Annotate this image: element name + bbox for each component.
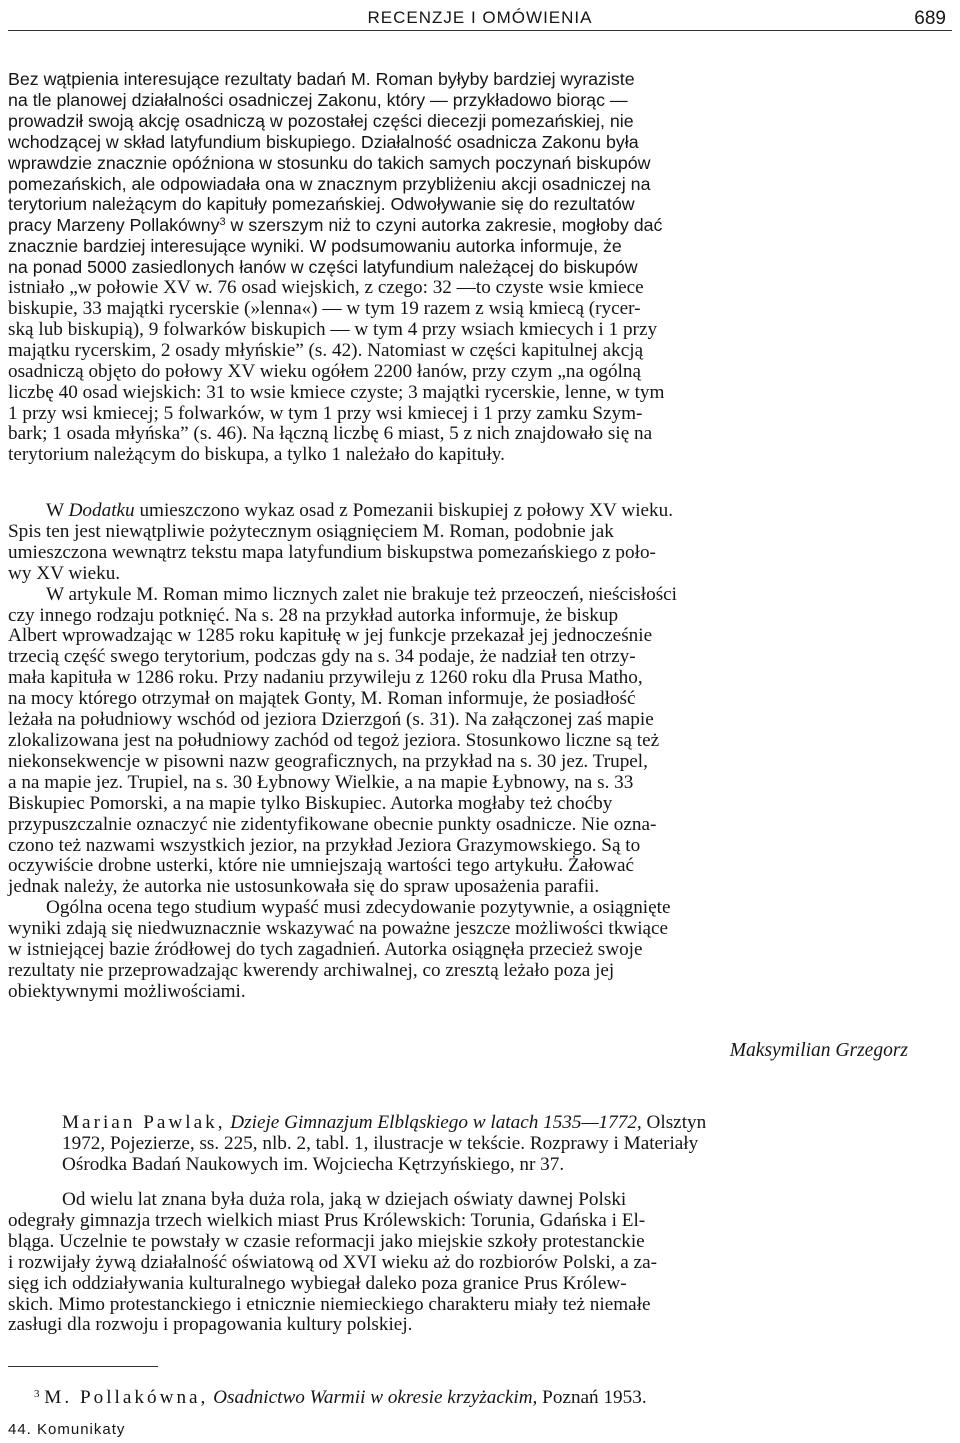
text-line: wy XV wieku.: [8, 562, 121, 584]
bib-line: Ośrodka Badań Naukowych im. Wojciecha Kętrzyńskiego, nr 37.: [62, 1153, 565, 1175]
bib-line: [62, 1113, 944, 1134]
text-line: leżała na południowy wschód od jeziora Dzierzgoń (s. 31). Na załączonej zaś mapie: [8, 709, 654, 731]
text-line: wyniki zdają się niedwuznacznie wskazywać na poważne jeszcze możliwości tkwiące: [8, 918, 669, 940]
text-line: bląga. Uczelnie te powstały w czasie reformacji jako miejskie szkoły protestanckie: [8, 1230, 645, 1252]
review1-paragraphs-2-4: [8, 501, 944, 1003]
text-line: Ogólna ocena tego studium wypaść musi zdecydowanie pozytywnie, a osiągnięte: [46, 897, 671, 919]
review-signature: Maksymilian Grzegorz: [729, 1040, 908, 1061]
bib-text: Olsztyn: [641, 1112, 707, 1133]
text-line: liczbę 40 osad wiejskich: 31 to wsie kmiece czyste; 3 majątki rycerskie, lenne, w tym: [8, 381, 665, 403]
text-line: na tle planowej działalności osadniczej Zakonu, który — przykładowo biorąc —: [8, 89, 628, 110]
header-rule: [8, 30, 952, 31]
text-line: biskupie, 33 majątki rycerskie (»lenna«) — w tym 19 razem z wsią kmiecą (rycer-: [8, 297, 641, 319]
text-line: zlokalizowana jest na południowy zachód od tegoż jeziora. Stosunkowo liczne są też: [8, 729, 660, 751]
footnote-author: M. Pollakówna,: [44, 1387, 209, 1408]
text-line: umieszczona wewnątrz tekstu mapa latyfundium biskupstwa pomezańskiego z poło-: [8, 541, 656, 563]
text-line: zasługi dla rozwoju i propagowania kultury polskiej.: [8, 1314, 413, 1336]
footnote-ref: 3: [219, 216, 226, 229]
text-line: znacznie bardziej interesujące wyniki. W podsumowaniu autorka informuje, że: [8, 236, 622, 257]
text-line: jednak należy, że autorka nie ustosunkowała się do spraw uposażenia parafii.: [8, 876, 600, 898]
text-line: osadniczą objęto do połowy XV wieku ogółem 2200 łanów, przy czym „na ogólną: [8, 360, 642, 382]
text-line: odegrały gimnazja trzech wielkich miast Prus Królewskich: Torunia, Gdańska i El-: [8, 1209, 646, 1231]
text-line: na mocy którego otrzymał on majątek Gonty, M. Roman informuje, że posiadłość: [8, 688, 636, 710]
text-line: i rozwijały żywą działalność oświatową od XVI wieku aż do rozbiorów Polski, a za-: [8, 1251, 657, 1273]
text-line: niekonsekwencje w pisowni nazw geograficznych, na przykład na s. 30 jez. Trupel,: [8, 750, 648, 772]
text-line: pomezańskich, ale odpowiadała ona w znacznym przybliżeniu akcji osadniczej na: [8, 173, 651, 194]
review1-paragraph-1: [8, 69, 944, 466]
text-line: terytorium należącym do biskupa, a tylko 1 należało do kapituły.: [8, 444, 505, 466]
footnote-number: 3: [34, 1388, 40, 1400]
page-header: [0, 4, 960, 28]
text-line: wchodzącej w skład latyfundium biskupiego. Działalność osadnicza Zakonu była: [8, 131, 639, 152]
text-line: oczywiście drobne usterki, które nie umniejszają wartości tego artykułu. Żałować: [8, 855, 635, 877]
footnote-title: Osadnictwo Warmii w okresie krzyżackim,: [213, 1387, 538, 1408]
printer-signature-mark: 44. Komunikaty: [8, 1421, 126, 1438]
text-line: istniało „w połowie XV w. 76 osad wiejskich, z czego: 32 —to czyste wsie kmiece: [8, 277, 644, 299]
text-span: W: [46, 500, 64, 521]
text-line: prowadził swoją akcję osadniczą w pozostałej części diecezji pomezańskiej, nie: [8, 110, 634, 131]
text-line: Albert wprowadzając w 1285 roku kapitułę w jej funkcje przekazał jej jednocześnie: [8, 625, 653, 647]
review2-paragraph-1: [8, 1190, 944, 1336]
text-line: [8, 215, 944, 236]
text-line: na ponad 5000 zasiedlonych łanów w części latyfundium należącej do biskupów: [8, 257, 638, 278]
text-line: rezultaty nie przeprowadzając kwerendy archiwalnej, co zresztą leżało poza jej: [8, 959, 615, 981]
text-line: czono też nazwami wszystkich jezior, na przykład Jeziora Grazymowskiego. Są to: [8, 834, 641, 856]
text-line: obiektywnymi możliwościami.: [8, 980, 246, 1002]
text-line: wprawdzie znacznie opóźniona w stosunku do takich samych poczynań biskupów: [8, 152, 651, 173]
bib-author: Marian Pawlak,: [62, 1112, 226, 1133]
text-line: a na mapie jez. Trupiel, na s. 30 Łybnowy Wielkie, a na mapie Łybnowy, na s. 33: [8, 771, 634, 793]
text-span: umieszczono wykaz osad z Pomezanii biskupiej z połowy XV wieku.: [139, 500, 674, 521]
text-line: Bez wątpienia interesujące rezultaty badań M. Roman byłyby bardziej wyraziste: [8, 69, 635, 89]
text-line: trzecią część swego terytorium, podczas gdy na s. 34 podaje, że nadział ten otrzy-: [8, 646, 636, 668]
footnote: [34, 1387, 647, 1409]
footnote-rule: [8, 1366, 158, 1367]
text-span: w szerszym niż to czyni autorka zakresie, mogłoby dać: [225, 215, 663, 236]
italic-term: Dodatku: [68, 500, 135, 521]
text-line: w istniejącej bazie źródłowej do tych zagadnień. Autorka osiągnęła przecież swoje: [8, 939, 643, 961]
text-line: przypuszczalnie oznaczyć nie zidentyfikowane obecnie punkty osadnicze. Nie ozna-: [8, 813, 657, 835]
footnote-text: Poznań 1953.: [537, 1387, 647, 1408]
text-line: sięg ich oddziaływania kulturalnego wybiegał daleko poza granice Prus Królew-: [8, 1272, 627, 1294]
page-number: 689: [914, 8, 946, 29]
text-line: mała kapituła w 1286 roku. Przy nadaniu przywileju z 1260 roku dla Prusa Matho,: [8, 667, 643, 689]
text-line: ską lub biskupią), 9 folwarków biskupich — w tym 4 przy wsiach kmiecych i 1 przy: [8, 318, 658, 340]
text-line: W artykule M. Roman mimo licznych zalet nie brakuje też przeoczeń, nieścisłości: [46, 583, 678, 605]
bib-title: Dzieje Gimnazjum Elbląskiego w latach 1535—1772,: [230, 1112, 642, 1133]
text-line: [8, 501, 944, 522]
text-line: czy innego rodzaju potknięć. Na s. 28 na przykład autorka informuje, że biskup: [8, 604, 619, 626]
text-span: pracy Marzeny Pollakówny: [8, 215, 220, 236]
text-line: skich. Mimo protestanckiego i etnicznie niemieckiego charakteru miały też niemałe: [8, 1293, 651, 1315]
text-line: majątku rycerskim, 2 osady młyńskie” (s. 42). Natomiast w części kapitulnej akcją: [8, 339, 644, 361]
text-line: Spis ten jest niewątpliwie pożytecznym osiągnięciem M. Roman, podobnie jak: [8, 520, 614, 542]
bib-line: 1972, Pojezierze, ss. 225, nlb. 2, tabl. 1, ilustracje w tekście. Rozprawy i Materiały: [62, 1132, 699, 1154]
bibliographic-entry: [62, 1113, 944, 1175]
text-line: terytorium należącym do kapituły pomezańskiej. Odwoływanie się do rezultatów: [8, 194, 635, 215]
text-line: Biskupiec Pomorski, a na mapie tylko Biskupiec. Autorka mogłaby też choćby: [8, 792, 613, 814]
running-head: RECENZJE I OMÓWIENIA: [367, 8, 593, 27]
text-line: Od wielu lat znana była duża rola, jaką w dziejach oświaty dawnej Polski: [62, 1189, 627, 1210]
text-line: 1 przy wsi kmiecej; 5 folwarków, w tym 1 przy wsi kmiecej i 1 przy zamku Szym-: [8, 402, 643, 424]
text-line: bark; 1 osada młyńska” (s. 46). Na łączną liczbę 6 miast, 5 z nich znajdowało się na: [8, 423, 653, 445]
